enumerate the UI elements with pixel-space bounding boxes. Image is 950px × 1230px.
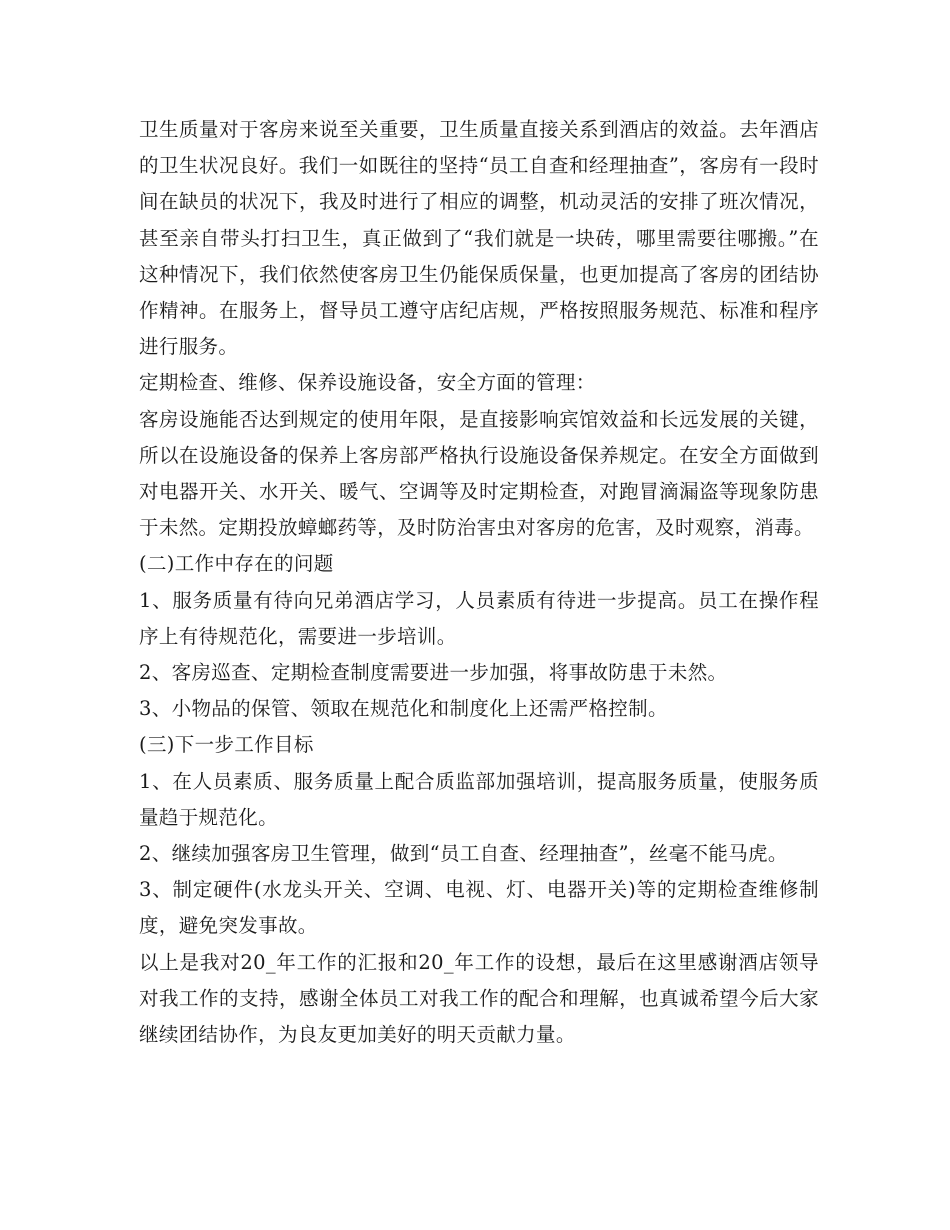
paragraph-hygiene-quality: 卫生质量对于客房来说至关重要，卫生质量直接关系到酒店的效益。去年酒店的卫生状况良好。我们一如既往的坚持“员工自查和经理抽查”，客房有一段时间在缺员的状况下，我及时进行了相应的调整，机动灵活的安排了班次情况，甚至亲自带头打扫卫生，真正做到了“我们就是一块砖，哪里需要往哪搬。”在这种情况下，我们依然使客房卫生仍能保质保量，也更加提高了客房的团结协作精神。在服务上，督导员工遵守店纪店规，严格按照服务规范、标准和程序进行服务。	[139, 118, 819, 359]
paragraph-maintenance-heading: 定期检查、维修、保养设施设备，安全方面的管理：	[139, 371, 596, 395]
section-heading-next-goals: (三)下一步工作目标	[139, 733, 314, 757]
list-item-goal-2: 2、继续加强客房卫生管理，做到“员工自查、经理抽查”，丝毫不能马虎。	[139, 842, 788, 866]
list-item-problem-2: 2、客房巡查、定期检查制度需要进一步加强，将事故防患于未然。	[139, 661, 728, 685]
section-heading-problems: (二)工作中存在的问题	[139, 552, 334, 576]
list-item-goal-1: 1、在人员素质、服务质量上配合质监部加强培训，提高服务质量，使服务质量趋于规范化。	[139, 769, 819, 829]
document-body	[139, 112, 819, 1053]
list-item-problem-3: 3、小物品的保管、领取在规范化和制度化上还需严格控制。	[139, 697, 668, 721]
list-item-goal-3: 3、制定硬件(水龙头开关、空调、电视、灯、电器开关)等的定期检查维修制度，避免突发事故。	[139, 878, 819, 938]
paragraph-facility-maintenance: 客房设施能否达到规定的使用年限，是直接影响宾馆效益和长远发展的关键，所以在设施设备的保养上客房部严格执行设施设备保养规定。在安全方面做到对电器开关、水开关、暖气、空调等及时定期检查，对跑冒滴漏盗等现象防患于未然。定期投放蟑螂药等，及时防治害虫对客房的危害，及时观察，消毒。	[139, 407, 819, 540]
list-item-problem-1: 1、服务质量有待向兄弟酒店学习，人员素质有待进一步提高。员工在操作程序上有待规范化，需要进一步培训。	[139, 588, 819, 648]
paragraph-closing: 以上是我对20_年工作的汇报和20_年工作的设想，最后在这里感谢酒店领导对我工作的支持，感谢全体员工对我工作的配合和理解，也真诚希望今后大家继续团结协作，为良友更加美好的明天贡献力量。	[139, 950, 819, 1047]
